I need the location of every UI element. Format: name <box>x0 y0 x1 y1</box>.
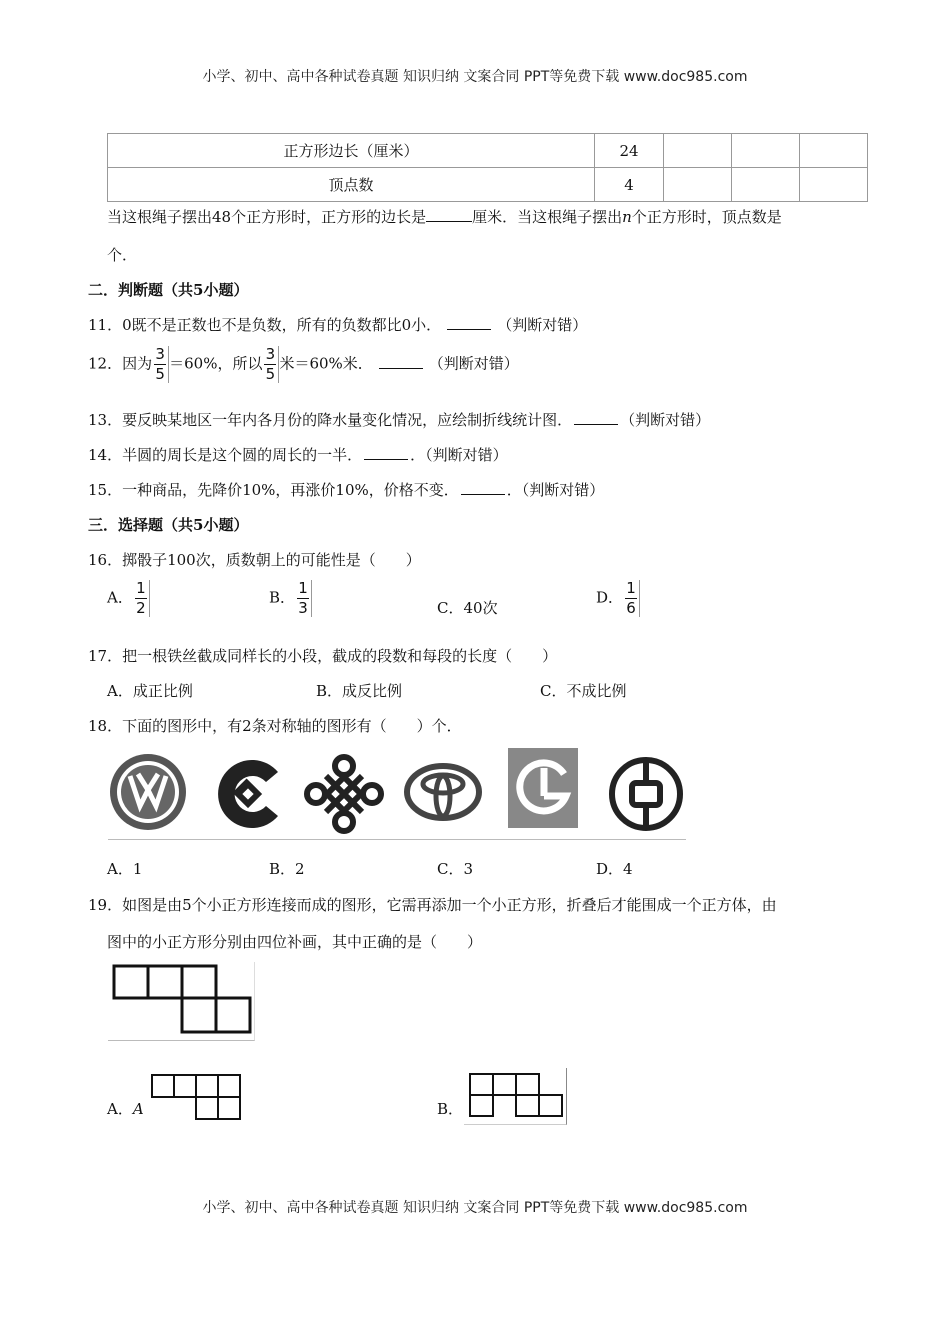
fraction: $\frac{3}{5}$ <box>152 346 169 383</box>
fraction: $\frac{1}{2}$ <box>133 580 150 617</box>
table-cell <box>800 134 868 168</box>
table-cell <box>664 134 732 168</box>
question-18: 18．下面的图形中，有2条对称轴的图形有（ ）个． <box>88 717 462 735</box>
option-b[interactable]: B． <box>437 1100 464 1118</box>
table-cell <box>800 168 868 202</box>
question-19-cont: 图中的小正方形分别由四位补画，其中正确的是（ ） <box>107 933 483 951</box>
answer-blank[interactable] <box>574 410 618 425</box>
table-cell: 24 <box>595 134 664 168</box>
table-row <box>108 134 868 168</box>
option-c[interactable]: C．40次 <box>437 599 498 617</box>
page-header: 小学、初中、高中各种试卷真题 知识归纳 文案合同 PPT等免费下载 www.doc985.com <box>202 69 748 85</box>
answer-blank[interactable] <box>364 445 408 460</box>
fraction: $\frac{1}{3}$ <box>295 580 312 617</box>
option-c[interactable]: C．不成比例 <box>540 682 627 700</box>
table-cell <box>732 168 800 202</box>
answer-blank[interactable] <box>379 354 423 369</box>
option-d[interactable]: D． $\frac{1}{6}$ <box>596 580 640 617</box>
answer-blank[interactable] <box>447 315 491 330</box>
table-cell <box>664 168 732 202</box>
q10-text-end: 个． <box>107 246 138 264</box>
fraction: $\frac{1}{6}$ <box>623 580 640 617</box>
volkswagen-logo <box>110 754 186 830</box>
everbright-logo <box>508 748 578 828</box>
option-a-figure <box>150 1072 246 1124</box>
table-cell-label: 正方形边长（厘米） <box>108 134 595 168</box>
data-table <box>107 133 868 202</box>
section-title: 三．选择题（共5小题） <box>88 516 249 534</box>
section-title: 二．判断题（共5小题） <box>88 281 249 299</box>
option-a[interactable]: A． $\frac{1}{2}$ <box>107 580 150 617</box>
fraction: $\frac{3}{5}$ <box>262 346 279 383</box>
option-a[interactable]: A．成正比例 <box>107 682 193 700</box>
answer-blank[interactable] <box>426 207 472 222</box>
page-footer: 小学、初中、高中各种试卷真题 知识归纳 文案合同 PPT等免费下载 www.doc985.com <box>202 1200 748 1216</box>
option-b[interactable]: B．成反比例 <box>316 682 403 700</box>
logo-strip <box>108 746 686 840</box>
option-b[interactable]: B． $\frac{1}{3}$ <box>269 580 312 617</box>
answer-blank[interactable] <box>461 480 505 495</box>
question-11: 11．0既不是正数也不是负数，所有的负数都比0小． （判断对错） <box>88 316 588 334</box>
q10-text: 当这根绳子摆出48个正方形时，正方形的边长是 厘米．当这根绳子摆出n个正方形时，顶点数是 <box>107 208 782 226</box>
bank-of-china-logo <box>612 760 680 828</box>
question-15: 15．一种商品，先降价10%，再涨价10%，价格不变． ．（判断对错） <box>88 481 605 499</box>
question-13: 13．要反映某地区一年内各月份的降水量变化情况，应绘制折线统计图． （判断对错） <box>88 411 711 429</box>
option-d[interactable]: D．4 <box>596 860 633 878</box>
construction-bank-logo <box>218 760 278 828</box>
option-b-figure <box>464 1068 567 1125</box>
table-cell <box>732 134 800 168</box>
table-row <box>108 168 868 202</box>
table-cell: 4 <box>595 168 664 202</box>
question-17: 17．把一根铁丝截成同样长的小段，截成的段数和每段的长度（ ） <box>88 647 558 665</box>
option-a[interactable]: A．1 <box>107 860 143 878</box>
option-b[interactable]: B．2 <box>269 860 305 878</box>
question-12: 12．因为 $\frac{3}{5}$ ＝60%，所以 $\frac{3}{5}$ 米＝60%米． （判断对错） <box>88 345 519 383</box>
option-c[interactable]: C．3 <box>437 860 474 878</box>
option-a[interactable]: A．A <box>107 1100 144 1118</box>
question-14: 14．半圆的周长是这个圆的周长的一半． ．（判断对错） <box>88 446 508 464</box>
question-19: 19．如图是由5个小正方形连接而成的图形，它需再添加一个小正方形，折叠后才能围成一个正方体，由 <box>88 896 777 914</box>
question-16: 16．掷骰子100次，质数朝上的可能性是（ ） <box>88 551 421 569</box>
toyota-logo <box>407 766 479 818</box>
china-unicom-logo <box>307 757 381 831</box>
table-cell-label: 顶点数 <box>108 168 595 202</box>
cube-net-figure <box>108 962 255 1041</box>
